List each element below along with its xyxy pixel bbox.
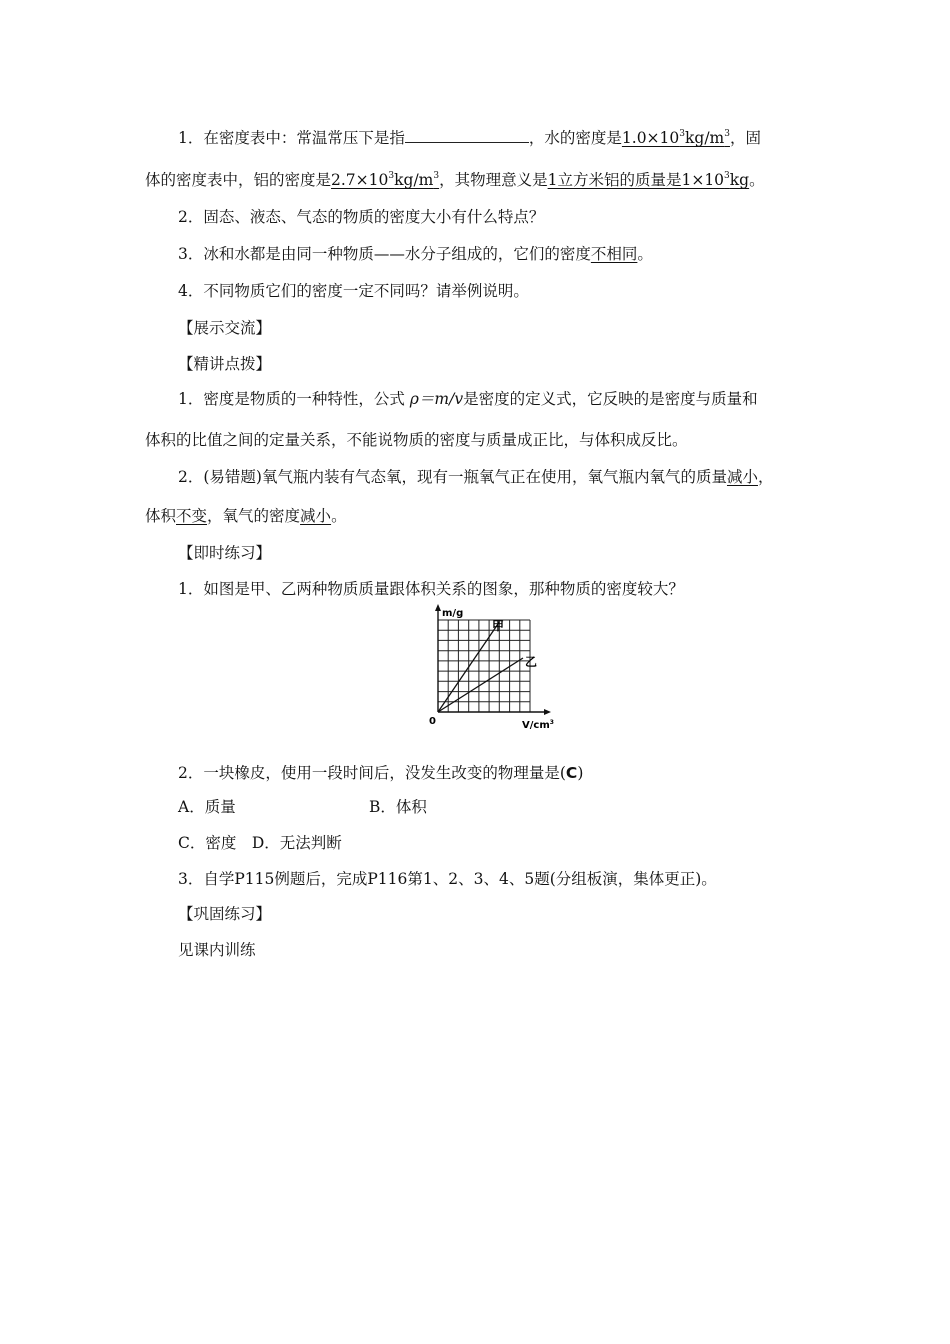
- answer-choice: C: [565, 764, 578, 782]
- section-heading-explain: 【精讲点拨】: [178, 355, 272, 373]
- y-axis-label: m/g: [442, 608, 464, 619]
- question-3: 3．冰和水都是由同一种物质——水分子组成的，它们的密度不相同。: [178, 245, 653, 263]
- label-jia: 甲: [492, 619, 505, 633]
- explain-1-line-2: 体积的比值之间的定量关系，不能说物质的密度与质量成正比，与体积成反比。: [145, 431, 688, 449]
- mass-volume-graph: [425, 602, 560, 737]
- section-heading-show: 【展示交流】: [178, 319, 272, 337]
- answer-mass-change: 减小: [726, 468, 758, 486]
- option-b: B．体积: [369, 798, 427, 816]
- practice-2: 2．一块橡皮，使用一段时间后，没发生改变的物理量是(C): [178, 764, 584, 782]
- answer-aluminum-density: $2.7\times 10^3kg/m^3$: [331, 170, 440, 189]
- question-1-line-1: 1．在密度表中：常温常压下是指 ，水的密度是$1.0\times 10^3kg/m^3$，固: [178, 128, 761, 147]
- consolidate-text: 见课内训练: [178, 941, 256, 959]
- density-formula: ρ＝m/v: [409, 390, 464, 408]
- explain-2-line-1: 2．(易错题)氧气瓶内装有气态氧，现有一瓶氧气正在使用，氧气瓶内氧气的质量减小，: [178, 468, 774, 486]
- question-1-line-2: 体的密度表中，铝的密度是$2.7\times 10^3kg/m^3$，其物理意义是1立方米铝的质量是$1\times 10^3kg$。: [145, 170, 765, 189]
- option-c-d: C．密度 D．无法判断: [178, 834, 342, 852]
- label-yi: 乙: [525, 655, 538, 669]
- question-4: 4．不同物质它们的密度一定不同吗？请举例说明。: [178, 282, 529, 300]
- fill-blank[interactable]: [405, 128, 529, 143]
- origin-label: 0: [429, 716, 436, 727]
- practice-3: 3．自学P115例题后，完成P116第1、2、3、4、5题(分组板演，集体更正)。: [178, 870, 717, 888]
- option-a: A．质量: [178, 798, 236, 816]
- explain-2-line-2: 体积不变，氧气的密度减小。: [145, 507, 347, 525]
- answer-water-density: $1.0\times 10^3kg/m^3$: [621, 128, 730, 147]
- section-heading-practice: 【即时练习】: [178, 544, 272, 562]
- question-2: 2．固态、液态、气态的物质的密度大小有什么特点？: [178, 208, 545, 226]
- x-axis-label: $V/cm^3$: [522, 719, 554, 731]
- practice-1: 1．如图是甲、乙两种物质质量跟体积关系的图象，那种物质的密度较大？: [178, 580, 684, 598]
- section-heading-consolidate: 【巩固练习】: [178, 905, 272, 923]
- answer-volume-change: 不变: [176, 507, 208, 525]
- answer-density-change: 减小: [300, 507, 332, 525]
- explain-1-line-1: 1．密度是物质的一种特性，公式 ρ＝m/v是密度的定义式，它反映的是密度与质量和: [178, 390, 758, 408]
- answer-ice-water: 不相同: [590, 245, 638, 263]
- graph-grid: [438, 620, 530, 712]
- line-yi: [438, 658, 523, 712]
- answer-physical-meaning: 1立方米铝的质量是$1\times 10^3kg$: [547, 170, 750, 189]
